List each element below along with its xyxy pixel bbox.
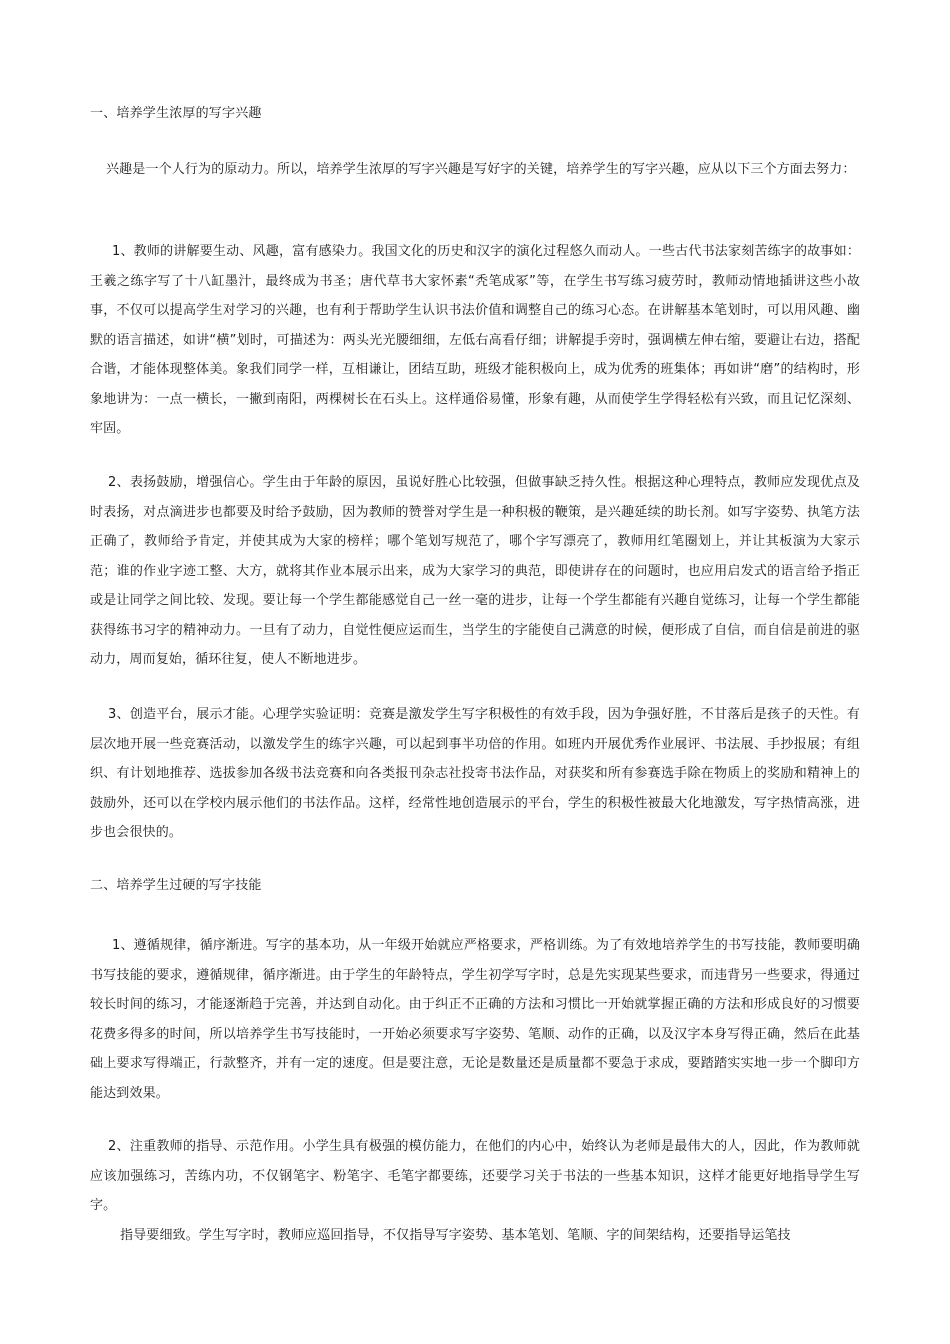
paragraph-2-3: 指导要细致。学生写字时，教师应巡回指导，不仅指导写字姿势、基本笔划、笔顺、字的间架结构，还要指导运笔技 (120, 1228, 791, 1243)
paragraph-1-3: 3、创造平台，展示才能。心理学实验证明：竞赛是激发学生写字积极性的有效手段，因为争强好胜，不甘落后是孩子的天性。有层次地开展一些竞赛活动，以激发学生的练字兴趣，可以起到事半功倍的作用。如班内开展优秀作业展评、书法展、手抄报展；有组织、有计划地推荐、选拔参加各级书法竞赛和向各类报刊杂志社投寄书法作品，对获奖和所有参赛选手除在物质上的奖励和精神上的鼓励外，还可以在学校内展示他们的书法作品。这样，经常性地创造展示的平台，学生的积极性被最大化地激发，写字热情高涨，进步也会很快的。 (90, 707, 860, 840)
section-heading-1: 一、培养学生浓厚的写字兴趣 (90, 106, 262, 121)
paragraph-1-1: 1、教师的讲解要生动、风趣，富有感染力。我国文化的历史和汉字的演化过程悠久而动人。一些古代书法家刻苦练字的故事如：王羲之练字写了十八缸墨汁，最终成为书圣；唐代草书大家怀素“秃笔成冢”等，在学生书写练习疲劳时，教师动情地插讲这些小故事，不仅可以提高学生对学习的兴趣，也有利于帮助学生认识书法价值和调整自己的练习心态。在讲解基本笔划时，可以用风趣、幽默的语言描述，如讲“横”划时，可描述为：两头光光腰细细，左低右高看仔细；讲解提手旁时，强调横左伸右缩，要避让右边，搭配合谐，才能体现整体美。象我们同学一样，互相谦让，团结互助，班级才能积极向上，成为优秀的班集体；再如讲“磨”的结构时，形象地讲为：一点一横长，一撇到南阳，两棵树长在石头上。这样通俗易懂，形象有趣，从而使学生学得轻松有兴致，而且记忆深刻、牢固。 (90, 244, 860, 436)
paragraph-2-2: 2、注重教师的指导、示范作用。小学生具有极强的模仿能力，在他们的内心中，始终认为老师是最伟大的人，因此，作为教师就应该加强练习，苦练内功，不仅钢笔字、粉笔字、毛笔字都要练，还要学习关于书法的一些基本知识，这样才能更好地指导学生写字。 (90, 1139, 860, 1213)
paragraph-1-2: 2、表扬鼓励，增强信心。学生由于年龄的原因，虽说好胜心比较强，但做事缺乏持久性。根据这种心理特点，教师应发现优点及时表扬，对点滴进步也都要及时给予鼓励，因为教师的赞誉对学生是一种积极的鞭策，是兴趣延续的助长剂。如写字姿势、执笔方法正确了，教师给予肯定，并使其成为大家的榜样；哪个笔划写规范了，哪个字写漂亮了，教师用红笔圈划上，并让其板演为大家示范；谁的作业字迹工整、大方，就将其作业本展示出来，成为大家学习的典范，即使讲存在的问题时，也应用启发式的语言给予指正或是让同学之间比较、发现。要让每一个学生都能感觉自己一丝一毫的进步，让每一个学生都能有兴趣自觉练习，让每一个学生都能获得练书习字的精神动力。一旦有了动力，自觉性便应运而生，当学生的字能使自己满意的时候，便形成了自信，而自信是前进的驱动力，周而复始，循环往复，使人不断地进步。 (90, 475, 860, 667)
intro-paragraph: 兴趣是一个人行为的原动力。所以，培养学生浓厚的写字兴趣是写好字的关键，培养学生的写字兴趣，应从以下三个方面去努力： (106, 162, 856, 177)
section-heading-2: 二、培养学生过硬的写字技能 (90, 878, 262, 893)
paragraph-2-1: 1、遵循规律，循序渐进。写字的基本功，从一年级开始就应严格要求，严格训练。为了有效地培养学生的书写技能，教师要明确书写技能的要求，遵循规律，循序渐进。由于学生的年龄特点，学生初学写字时，总是先实现某些要求，而违背另一些要求，得通过较长时间的练习，才能逐渐趋于完善，并达到自动化。由于纠正不正确的方法和习惯比一开始就掌握正确的方法和形成良好的习惯要花费多得多的时间，所以培养学生书写技能时，一开始必须要求写字姿势、笔顺、动作的正确，以及汉字本身写得正确，然后在此基础上要求写得端正，行款整齐，并有一定的速度。但是要注意，无论是数量还是质量都不要急于求成，要踏踏实实地一步一个脚印方能达到效果。 (90, 938, 860, 1101)
